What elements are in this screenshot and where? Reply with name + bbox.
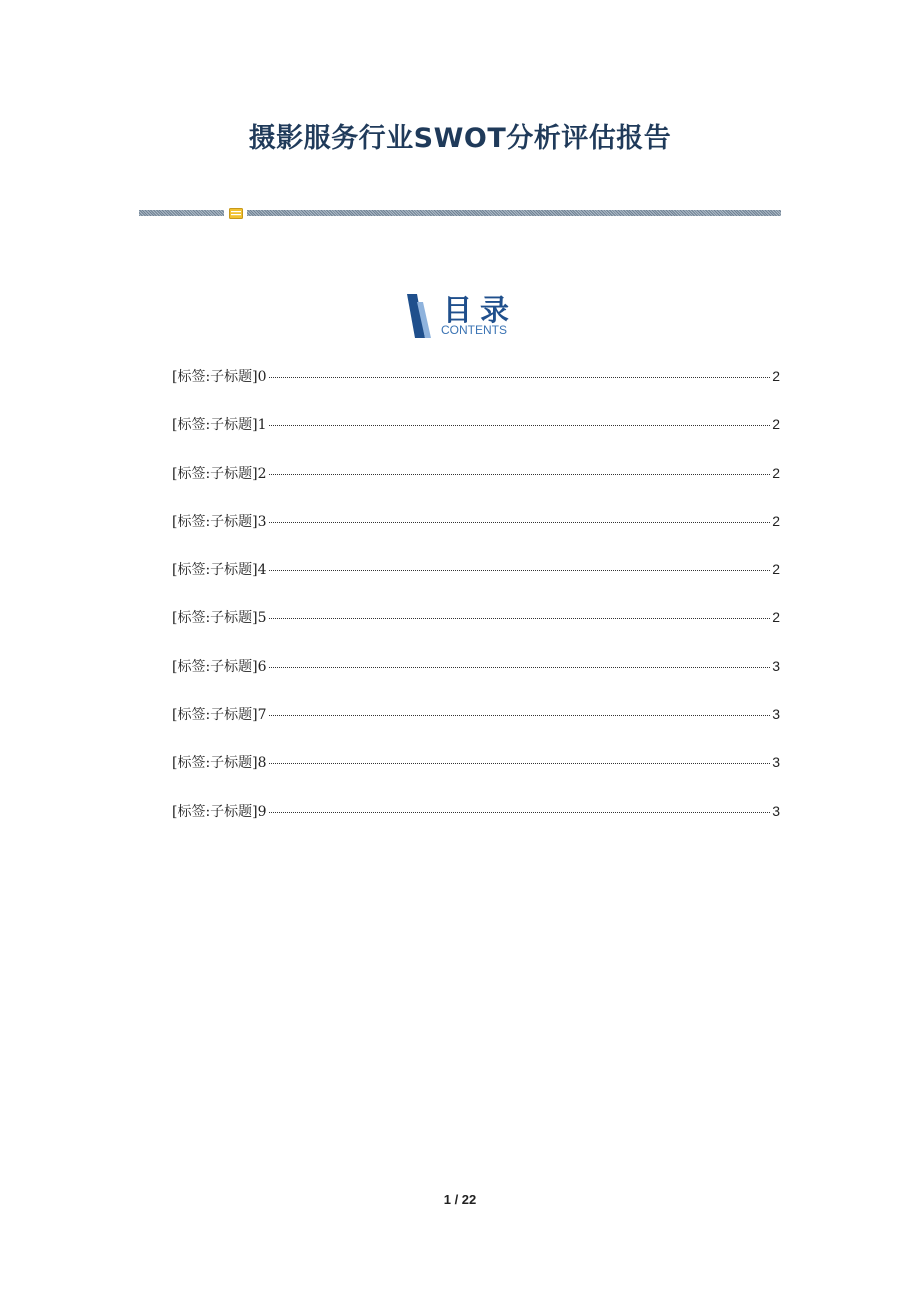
- divider-bar-right: [247, 210, 781, 216]
- divider-bar-left: [139, 210, 224, 216]
- toc-entry[interactable]: [172, 607, 780, 655]
- toc-entry-page: 2: [772, 416, 780, 433]
- toc-header: [405, 294, 525, 338]
- toc-entry-label: [标签:子标题]9: [172, 803, 267, 820]
- toc-leader: [269, 376, 771, 378]
- toc-list: [172, 366, 780, 849]
- toc-leader: [269, 762, 771, 764]
- folder-icon: [229, 207, 243, 219]
- toc-leader: [269, 521, 771, 523]
- toc-leader: [269, 617, 771, 619]
- toc-entry-page: 3: [772, 802, 780, 819]
- toc-entry-label: [标签:子标题]7: [172, 707, 267, 724]
- toc-entry-page: 3: [772, 754, 780, 771]
- toc-entry-page: 2: [772, 464, 780, 481]
- toc-entry[interactable]: [172, 752, 780, 800]
- toc-title: 目录: [443, 293, 518, 327]
- toc-entry-label: [标签:子标题]8: [172, 755, 267, 772]
- toc-entry[interactable]: [172, 366, 780, 414]
- toc-entry-page: 2: [772, 368, 780, 384]
- toc-leader: [269, 569, 771, 571]
- toc-entry-label: [标签:子标题]1: [172, 417, 267, 434]
- toc-entry-page: 2: [772, 561, 780, 578]
- toc-entry-label: [标签:子标题]5: [172, 610, 267, 627]
- toc-entry[interactable]: [172, 801, 780, 849]
- toc-entry[interactable]: [172, 656, 780, 704]
- page-indicator: 1 / 22: [443, 1192, 477, 1207]
- title-divider: [139, 207, 781, 219]
- toc-entry-label: [标签:子标题]4: [172, 562, 267, 579]
- toc-entry-page: 2: [772, 512, 780, 529]
- toc-entry[interactable]: [172, 463, 780, 511]
- toc-entry-label: [标签:子标题]0: [172, 369, 267, 385]
- toc-entry[interactable]: [172, 704, 780, 752]
- toc-entry-page: 3: [772, 706, 780, 723]
- toc-entry[interactable]: [172, 511, 780, 559]
- toc-leader: [269, 811, 771, 813]
- toc-entry-page: 3: [772, 657, 780, 674]
- toc-entry-label: [标签:子标题]2: [172, 465, 267, 482]
- toc-leader: [269, 666, 771, 668]
- toc-entry-label: [标签:子标题]3: [172, 513, 267, 530]
- toc-leader: [269, 714, 771, 716]
- toc-entry[interactable]: [172, 414, 780, 462]
- toc-entry-page: 2: [772, 609, 780, 626]
- toc-subtitle: CONTENTS: [441, 323, 507, 337]
- toc-leader: [269, 424, 771, 426]
- book-spine-icon: [405, 294, 431, 338]
- toc-leader: [269, 473, 771, 475]
- document-title: 摄影服务行业SWOT分析评估报告: [248, 123, 672, 154]
- toc-entry[interactable]: [172, 559, 780, 607]
- toc-entry-label: [标签:子标题]6: [172, 658, 267, 675]
